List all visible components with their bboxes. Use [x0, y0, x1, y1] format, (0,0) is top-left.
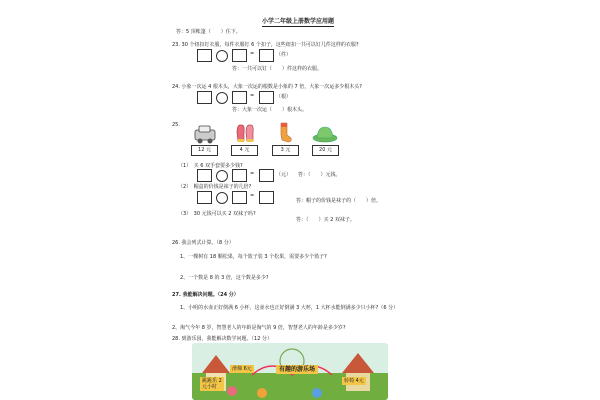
price-tag-hat: 20 元: [312, 145, 339, 156]
q24-stem: 24. 小象一次运 4 根木头，大象一次运的根数是小象的 7 倍，大象一次运多少根木头?: [172, 84, 362, 90]
q25-sub2-answer: 答：帽子的价钱是袜子的（ ）倍。: [296, 198, 382, 204]
q25-sub2-circle[interactable]: [216, 192, 228, 204]
q25-sub1-box-2[interactable]: [232, 169, 247, 182]
sign-huati: 滑梯 6元: [232, 366, 252, 372]
q23-answer-box-2[interactable]: [232, 49, 247, 62]
sign-tiaotiaole: 跳跳乐 2元小时: [200, 377, 224, 391]
q25-sub1-box-1[interactable]: [197, 169, 212, 182]
q23-unit: （件）: [276, 52, 292, 58]
sign-zhuanyi: 转椅 4元: [344, 378, 364, 384]
equals-sign: =: [250, 171, 255, 177]
price-tag-socks: 3 元: [272, 145, 299, 156]
q24-operator-circle[interactable]: [216, 92, 228, 104]
hat-icon: [312, 124, 338, 144]
amusement-park-illustration: [192, 343, 388, 400]
equals-sign: =: [250, 51, 255, 57]
q25-sub3: （3） 30 元钱可以买 2 双袜子吗?: [178, 211, 256, 217]
q25-sub1-unit: （元）: [276, 172, 292, 178]
equals-sign: =: [250, 93, 255, 99]
q24-unit: （根）: [276, 94, 292, 100]
sign-park-banner: 有趣的游乐场: [276, 365, 318, 374]
q27-sub2: 2、淘气今年 8 岁，智慧老人的年龄是淘气的 9 倍，智慧老人的年龄是多少岁?: [172, 325, 346, 331]
price-tag-gloves: 4 元: [231, 145, 258, 156]
q24-answer-box-1[interactable]: [197, 91, 212, 104]
q27-stem: 27. 我能解决问题。（24 分）: [172, 292, 239, 298]
q25-number: 25.: [172, 122, 180, 128]
price-tag-car: 12 元: [191, 145, 218, 156]
q24-result-box[interactable]: [259, 91, 274, 104]
gloves-icon: [234, 121, 256, 145]
worksheet-title: 小学二年级上册数学应用题: [262, 18, 335, 25]
q23-answer-box-1[interactable]: [197, 49, 212, 62]
q22-answer-line: 答：5 顶帐篷（ ）住下。: [176, 29, 241, 35]
q24-answer-box-2[interactable]: [232, 91, 247, 104]
q26-sub2: 2、一个数是 8 的 3 倍，这个数是多少?: [180, 275, 269, 281]
q27-sub1: 1、小明的水壶正好倒满 6 小杯，这壶水也正好倒满 3 大杯，1 大杯水能倒满多少只小杯?（6 分）: [180, 305, 399, 311]
q25-sub2-result-box[interactable]: [259, 191, 274, 204]
q25-sub1-result-box[interactable]: [259, 169, 274, 182]
q26-sub1: 1、一棵树有 18 颗松果，每个篮子装 3 个松果，需要多少个篮子?: [180, 254, 327, 260]
socks-icon: [276, 121, 296, 145]
q23-result-box[interactable]: [259, 49, 274, 62]
q23-answer-line: 答：一共可以钉（ ）件这样的衣服。: [232, 66, 323, 72]
q23-stem: 23. 30 个纽扣钉衣服，每件衣服钉 6 个扣子，这些纽扣一共可以钉几件这样的衣服?: [172, 42, 359, 48]
q25-sub1: （1） 买 6 双手套要多少钱?: [178, 163, 243, 169]
equals-sign: =: [250, 193, 255, 199]
q23-operator-circle[interactable]: [216, 50, 228, 62]
q25-sub1-answer: 答：（ ）元钱。: [298, 172, 341, 178]
q25-sub3-answer: 答：（ ）买 2 双袜子。: [296, 217, 355, 223]
q25-sub2-box-2[interactable]: [232, 191, 247, 204]
q28-stem: 28. 到游乐园，我能解决数学问题。（12 分）: [172, 336, 272, 342]
q25-sub2-box-1[interactable]: [197, 191, 212, 204]
q25-sub2: （2） 帽盒的价钱是袜子的几倍?: [178, 184, 252, 190]
car-toy-icon: [192, 124, 218, 144]
q26-stem: 26. 我会列式计算。（8 分）: [172, 240, 234, 246]
q25-sub1-circle[interactable]: [216, 170, 228, 182]
q24-answer-line: 答：大象一次运（ ）根木头。: [232, 107, 308, 113]
